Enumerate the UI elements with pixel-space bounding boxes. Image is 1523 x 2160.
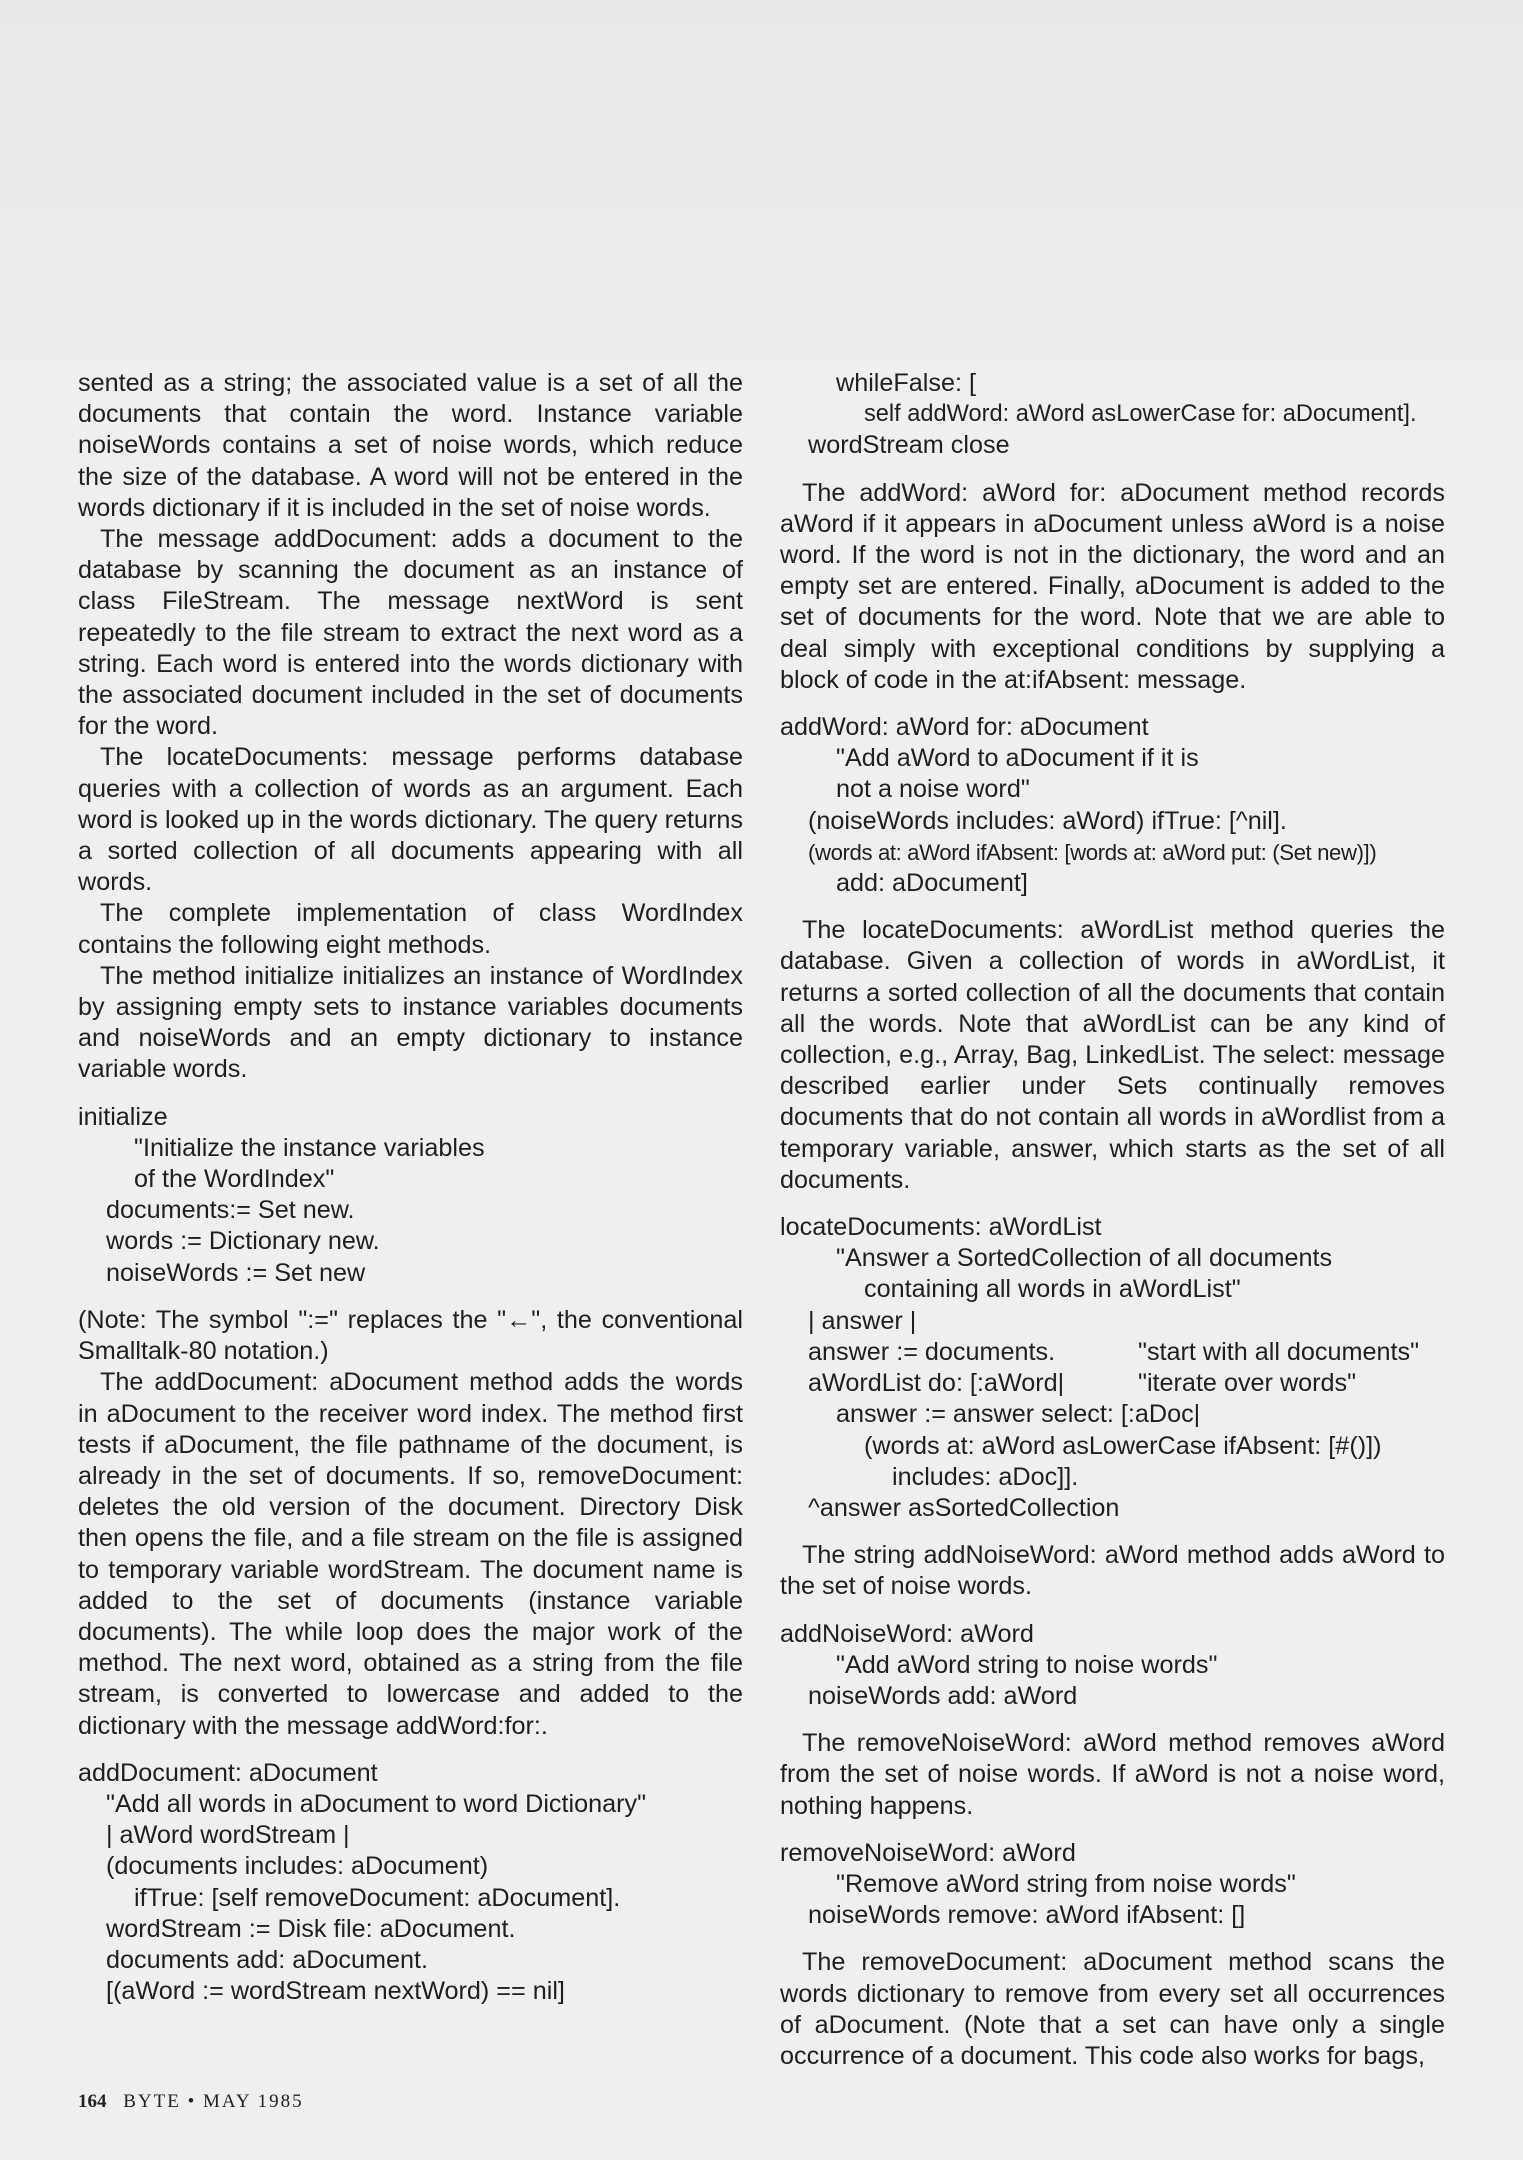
code-block-removenoiseword xyxy=(780,1838,1445,1932)
paragraph: The locateDocuments: aWordList method queries the database. Given a collection of words in aWordList, it returns a sorted collection of all the documents that contain all the words. Note that aWordList can be any kind of collection, e.g., Array, Bag, LinkedList. The select: message described earlier under Sets continually removes documents that do not contain all words in aWordlist from a temporary variable, answer, which starts as the set of all documents. xyxy=(780,916,1445,1194)
code-line: (words at: aWord asLowerCase ifAbsent: [#()]) xyxy=(864,1431,1382,1460)
code-line: | aWord wordStream | xyxy=(106,1821,350,1850)
paragraph: The message addDocument: adds a document to the database by scanning the document as an instance of class FileStream. The message nextWord is sent repeatedly to the file stream to extract the next word as a string. Each word is entered into the words dictionary with the associated document included in the set of documents for the word. xyxy=(78,525,743,741)
paragraph: sented as a string; the associated value is a set of all the documents that contain the word. Instance variable noiseWords contains a set of noise words, which reduce the size of the database. A word will not be entered in the words dictionary if it is included in the set of noise words. xyxy=(78,369,743,522)
code-line: "Answer a SortedCollection of all documents xyxy=(836,1244,1333,1273)
code-text: aWordList do: [:aWord| xyxy=(808,1369,1065,1398)
code-block-adddocument-continued xyxy=(780,368,1445,462)
code-line: words := Dictionary new. xyxy=(106,1227,380,1256)
code-line: "Add aWord to aDocument if it is xyxy=(836,744,1199,773)
code-line: noiseWords remove: aWord ifAbsent: [] xyxy=(808,1901,1246,1930)
paragraph: The string addNoiseWord: aWord method adds aWord to the set of noise words. xyxy=(780,1541,1445,1601)
code-line: wordStream close xyxy=(808,431,1010,460)
code-line: addDocument: aDocument xyxy=(78,1758,378,1787)
left-column xyxy=(78,368,743,2007)
note: (Note: The symbol ":=" replaces the "←", the conventional Smalltalk-80 notation.) xyxy=(78,1305,743,1366)
paragraph: The method initialize initializes an instance of WordIndex by assigning empty sets to instance variables documents and noiseWords and an empty dictionary to instance variable words. xyxy=(78,961,743,1084)
code-line: includes: aDoc]]. xyxy=(892,1462,1079,1491)
code-line: "Initialize the instance variables xyxy=(134,1133,485,1162)
code-line: (noiseWords includes: aWord) ifTrue: [^nil]. xyxy=(808,806,1287,835)
page-number: 164 xyxy=(78,2091,107,2112)
code-block-adddocument xyxy=(78,1758,743,2008)
code-text: answer := documents. xyxy=(808,1337,1056,1366)
code-line: (documents includes: aDocument) xyxy=(106,1852,489,1881)
code-line: locateDocuments: aWordList xyxy=(780,1213,1102,1242)
blank-page-header-area xyxy=(0,0,1523,360)
code-line: containing all words in aWordList" xyxy=(864,1275,1241,1304)
code-line: "Add all words in aDocument to word Dictionary" xyxy=(106,1789,647,1818)
paragraph: The addWord: aWord for: aDocument method records aWord if it appears in aDocument unless aWord is a noise word. If the word is not in the dictionary, the word and an empty set are entered. Finally, aDocument is added to the set of documents for the word. Note that we are able to deal simply with exceptional conditions by supplying a block of code in the at:ifAbsent: message. xyxy=(780,478,1445,694)
code-line: | answer | xyxy=(808,1306,917,1335)
code-block-addword xyxy=(780,712,1445,899)
code-block-addnoiseword xyxy=(780,1619,1445,1713)
code-line: add: aDocument] xyxy=(836,869,1028,898)
code-line: addNoiseWord: aWord xyxy=(780,1619,1034,1648)
code-comment: "iterate over words" xyxy=(1138,1369,1357,1398)
code-line: "Add aWord string to noise words" xyxy=(836,1650,1218,1679)
code-line: documents add: aDocument. xyxy=(106,1945,429,1974)
code-comment: "start with all documents" xyxy=(1138,1337,1420,1366)
paragraph: The removeNoiseWord: aWord method removes aWord from the set of noise words. If aWord is not a noise word, nothing happens. xyxy=(780,1729,1445,1820)
code-line: [(aWord := wordStream nextWord) == nil] xyxy=(106,1977,565,2006)
code-line xyxy=(780,1337,1445,1368)
paragraph: The locateDocuments: message performs database queries with a collection of words as an argument. Each word is looked up in the words dictionary. The query returns a sorted collection of all documents appearing with all words. xyxy=(78,743,743,897)
code-line: addWord: aWord for: aDocument xyxy=(780,713,1149,742)
page-footer xyxy=(78,2091,304,2113)
paragraph: The removeDocument: aDocument method scans the words dictionary to remove from every set all occurrences of aDocument. (Note that a set can have only a single occurrence of a document. This code also works for bags, xyxy=(780,1948,1445,2070)
right-column xyxy=(780,368,1445,2072)
code-line: wordStream := Disk file: aDocument. xyxy=(106,1914,516,1943)
code-line: of the WordIndex" xyxy=(134,1165,335,1194)
code-line: whileFalse: [ xyxy=(836,369,976,397)
code-line: noiseWords add: aWord xyxy=(808,1681,1078,1710)
code-line: not a noise word" xyxy=(836,775,1030,804)
code-line: ifTrue: [self removeDocument: aDocument]. xyxy=(134,1883,621,1912)
paragraph: The complete implementation of class WordIndex contains the following eight methods. xyxy=(78,899,743,959)
code-line: "Remove aWord string from noise words" xyxy=(836,1869,1296,1898)
code-line: self addWord: aWord asLowerCase for: aDocument]. xyxy=(864,401,1417,428)
code-line xyxy=(780,1368,1445,1399)
code-block-locatedocuments xyxy=(780,1212,1445,1524)
code-line: ^answer asSortedCollection xyxy=(808,1493,1120,1522)
code-block-initialize xyxy=(78,1102,743,1289)
code-line: initialize xyxy=(78,1102,168,1131)
paragraph: The addDocument: aDocument method adds the words in aDocument to the receiver word index. The method first tests if aDocument, the file pathname of the document, is already in the set of documents. If so, removeDocument: deletes the old version of the document. Directory Disk then opens the file, and a file stream on the file is assigned to temporary variable wordStream. The document name is added to the set of documents (instance variable documents). The while loop does the major work of the method. The next word, obtained as a string from the file stream, is converted to lowercase and added to the dictionary with the message addWord:for:. xyxy=(78,1368,743,1740)
code-line: (words at: aWord ifAbsent: [words at: aWord put: (Set new)]) xyxy=(808,839,1377,865)
code-line: documents:= Set new. xyxy=(106,1196,355,1225)
code-line: removeNoiseWord: aWord xyxy=(780,1838,1076,1867)
code-line: noiseWords := Set new xyxy=(106,1258,366,1287)
publication-line: BYTE • MAY 1985 xyxy=(123,2091,304,2112)
code-line: answer := answer select: [:aDoc| xyxy=(836,1400,1201,1429)
